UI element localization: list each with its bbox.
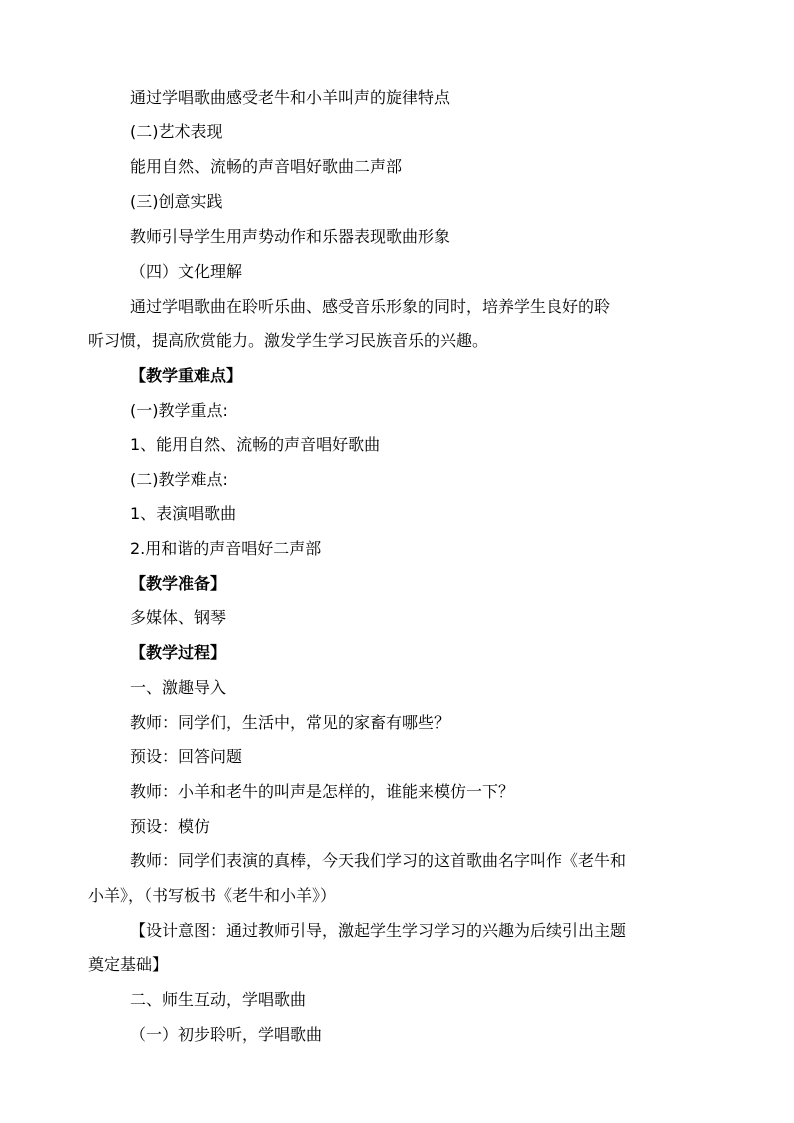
creative-practice-text: 教师引导学生用声势动作和乐器表现歌曲形象 (130, 227, 451, 246)
heading-key-difficult-points: 【教学重难点】 (130, 366, 243, 385)
key-point-1: 1、能用自然、流畅的声音唱好歌曲 (130, 435, 381, 454)
preparation-text: 多媒体、钢琴 (130, 608, 227, 627)
subheading-difficult-points: (二)教学难点: (130, 470, 228, 489)
objective-line: 通过学唱歌曲感受老牛和小羊叫声的旋律特点 (130, 88, 451, 107)
heading-teaching-process: 【教学过程】 (130, 643, 227, 662)
difficult-point-1: 1、表演唱歌曲 (130, 504, 237, 523)
cultural-understanding-text-1: 通过学唱歌曲在聆听乐曲、感受音乐形象的同时，培养学生良好的聆 (130, 297, 611, 316)
design-intent-1: 【设计意图：通过教师引导，激起学生学习学习的兴趣为后续引出主题 (130, 921, 627, 940)
process-step-2-heading: 二、师生互动，学唱歌曲 (130, 990, 307, 1009)
subheading-key-points: (一)教学重点: (130, 401, 228, 420)
cultural-understanding-text-2: 听习惯，提高欣赏能力。激发学生学习民族音乐的兴趣。 (88, 331, 489, 350)
expected-answer-1: 预设：回答问题 (130, 747, 243, 766)
process-substep-1-heading: （一）初步聆听，学唱歌曲 (130, 1025, 323, 1044)
process-step-1-heading: 一、激趣导入 (130, 678, 227, 697)
design-intent-2: 奠定基础】 (88, 955, 169, 974)
heading-preparation: 【教学准备】 (130, 574, 227, 593)
section-heading-cultural-understanding: （四）文化理解 (130, 262, 243, 281)
teacher-question-1: 教师：同学们，生活中，常见的家畜有哪些？ (130, 713, 451, 732)
teacher-question-2: 教师：小羊和老牛的叫声是怎样的，谁能来模仿一下？ (130, 782, 515, 801)
difficult-point-2: 2.用和谐的声音唱好二声部 (130, 539, 322, 558)
teacher-statement-2: 小羊》，（书写板书《老牛和小羊》） (88, 886, 337, 905)
art-expression-text: 能用自然、流畅的声音唱好歌曲二声部 (130, 157, 403, 176)
section-heading-creative-practice: (三)创意实践 (130, 192, 223, 211)
section-heading-art-expression: (二)艺术表现 (130, 122, 223, 141)
teacher-statement-1: 教师：同学们表演的真棒，今天我们学习的这首歌曲名字叫作《老牛和 (130, 851, 627, 870)
expected-answer-2: 预设：模仿 (130, 817, 211, 836)
